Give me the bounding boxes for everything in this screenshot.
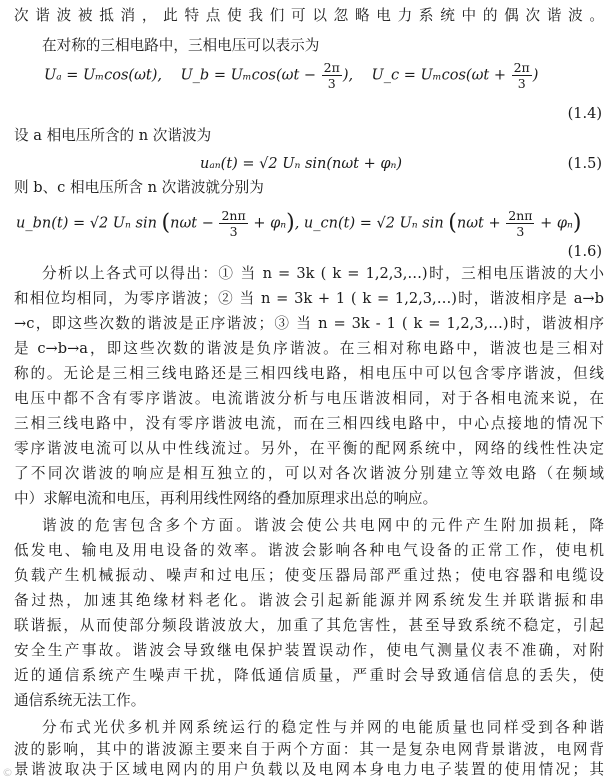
text-line: 三相三线电路中，没有零序谐波电流，而在三相四线电路中，中心点接地的情况下	[14, 415, 604, 432]
fraction: $\frac{2n\pi}{3}$	[221, 208, 246, 239]
text-line: 负载产生机械振动、噪声和过电压；使变压器局部严重过热；使电容器和电缆设	[14, 567, 604, 584]
text-line: 谐波的危害包含多个方面。谐波会使公共电网中的元件产生附加损耗，降	[42, 517, 604, 534]
text-line: 波的影响，其中的谐波源主要来自于两个方面：其一是复杂电网背景谐波，电网背	[14, 741, 604, 758]
text-line: 电压中都不含有零序谐波。电流谐波分析与电压谐波相同，对于各相电流来说，在	[14, 390, 604, 407]
text-line: 则 b、c 相电压所含 n 次谐波就分别为	[14, 179, 264, 196]
text-line: 在对称的三相电路中，三相电压可以表示为	[42, 37, 320, 54]
text-line: 了不同次谐波的响应是相互独立的，可以对各次谐波分别建立等效电路（在频域	[14, 465, 604, 482]
text-line: 称的。无论是三相三线电路还是三相四线电路，相电压中可以包含零序谐波，但线	[14, 365, 604, 382]
eq-ub-pre: U_b = Uₘcos(ωt −	[180, 67, 317, 84]
text-line: 备过热，加速其绝缘材料老化。谐波会引起新能源并网系统发生并联谐振和串	[14, 592, 604, 609]
fraction: $\frac{2n\pi}{3}$	[508, 208, 533, 239]
text-line: 零序谐波电流可以从中性线流过。另外，在平衡的配网系统中，网络的线性性决定	[14, 440, 604, 457]
eq-uc-pre: U_c = Uₘcos(ωt +	[371, 67, 506, 84]
equation-1-4: Uₐ = Uₘcos(ωt), U_b = Uₘcos(ωt − $\frac{2\pi}{3}$ ), U_c = Uₘcos(ωt + $\frac{2\pi}{3}$ )	[44, 60, 539, 91]
text-line: 是 c→b→a，即这些次数的谐波是负序谐波。在三相对称电路中，谐波也是三相对	[14, 340, 604, 357]
text-line: 次谐波被抵消，此特点使我们可以忽略电力系统中的偶次谐波。	[14, 7, 604, 24]
text-line: 分布式光伏多机并网系统运行的稳定性与并网的电能质量也同样受到各种谐	[42, 719, 604, 736]
text-line: 景谐波取决于区域电网内的用户负载以及电网本身电力电子装置的使用情况；其	[14, 761, 604, 778]
text-line: 设 a 相电压所含的 n 次谐波为	[14, 127, 212, 144]
equation-1-5: uₐₙ(t) = √2 Uₙ sin(nωt + φₙ)	[200, 156, 403, 172]
text-line: 安全生产事故。谐波会导致继电保护装置误动作，使电气测量仪表不准确，对附	[14, 642, 604, 659]
equation-number: (1.4)	[567, 106, 602, 122]
watermark: ©	[2, 766, 13, 779]
text-line: 分析以上各式可以得出：① 当 n = 3k ( k = 1,2,3,…)时，三相电压谐波的大小	[42, 265, 604, 282]
fraction: $\frac{2\pi}{3}$	[323, 60, 340, 91]
eq-ua: Uₐ = Uₘcos(ωt),	[44, 67, 163, 84]
text-line: 和相位均相同，为零序谐波；② 当 n = 3k + 1 ( k = 1,2,3,…)时，谐波相序是 a→b	[14, 290, 604, 307]
text-line: 联谐振，从而使部分频段谐波放大，加重了其危害性，甚至导致系统不稳定，引起	[14, 617, 604, 634]
text-line: 近的通信系统产生噪声干扰，降低通信质量，严重时会导致通信信息的丢失，使	[14, 667, 604, 684]
equation-number: (1.6)	[567, 244, 602, 260]
fraction: $\frac{2\pi}{3}$	[513, 60, 530, 91]
equation-1-6: u_bn(t) = √2 Uₙ sin (nωt − $\frac{2n\pi}{3}$ + φₙ), u_cn(t) = √2 Uₙ sin (nωt + $\frac{2n\pi}{3}$ + φₙ)	[16, 208, 582, 239]
text-line: 低发电、输电及用电设备的效率。谐波会影响各种电气设备的正常工作，使电机	[14, 542, 604, 559]
equation-number: (1.5)	[567, 156, 602, 172]
text-line: 中）求解电流和电压，再利用线性网络的叠加原理求出总的响应。	[14, 490, 438, 507]
text-line: 通信系统无法工作。	[14, 692, 146, 709]
text-line: →c，即这些次数的谐波是正序谐波；③ 当 n = 3k - 1 ( k = 1,2,3,…)时，谐波相序	[14, 315, 604, 332]
